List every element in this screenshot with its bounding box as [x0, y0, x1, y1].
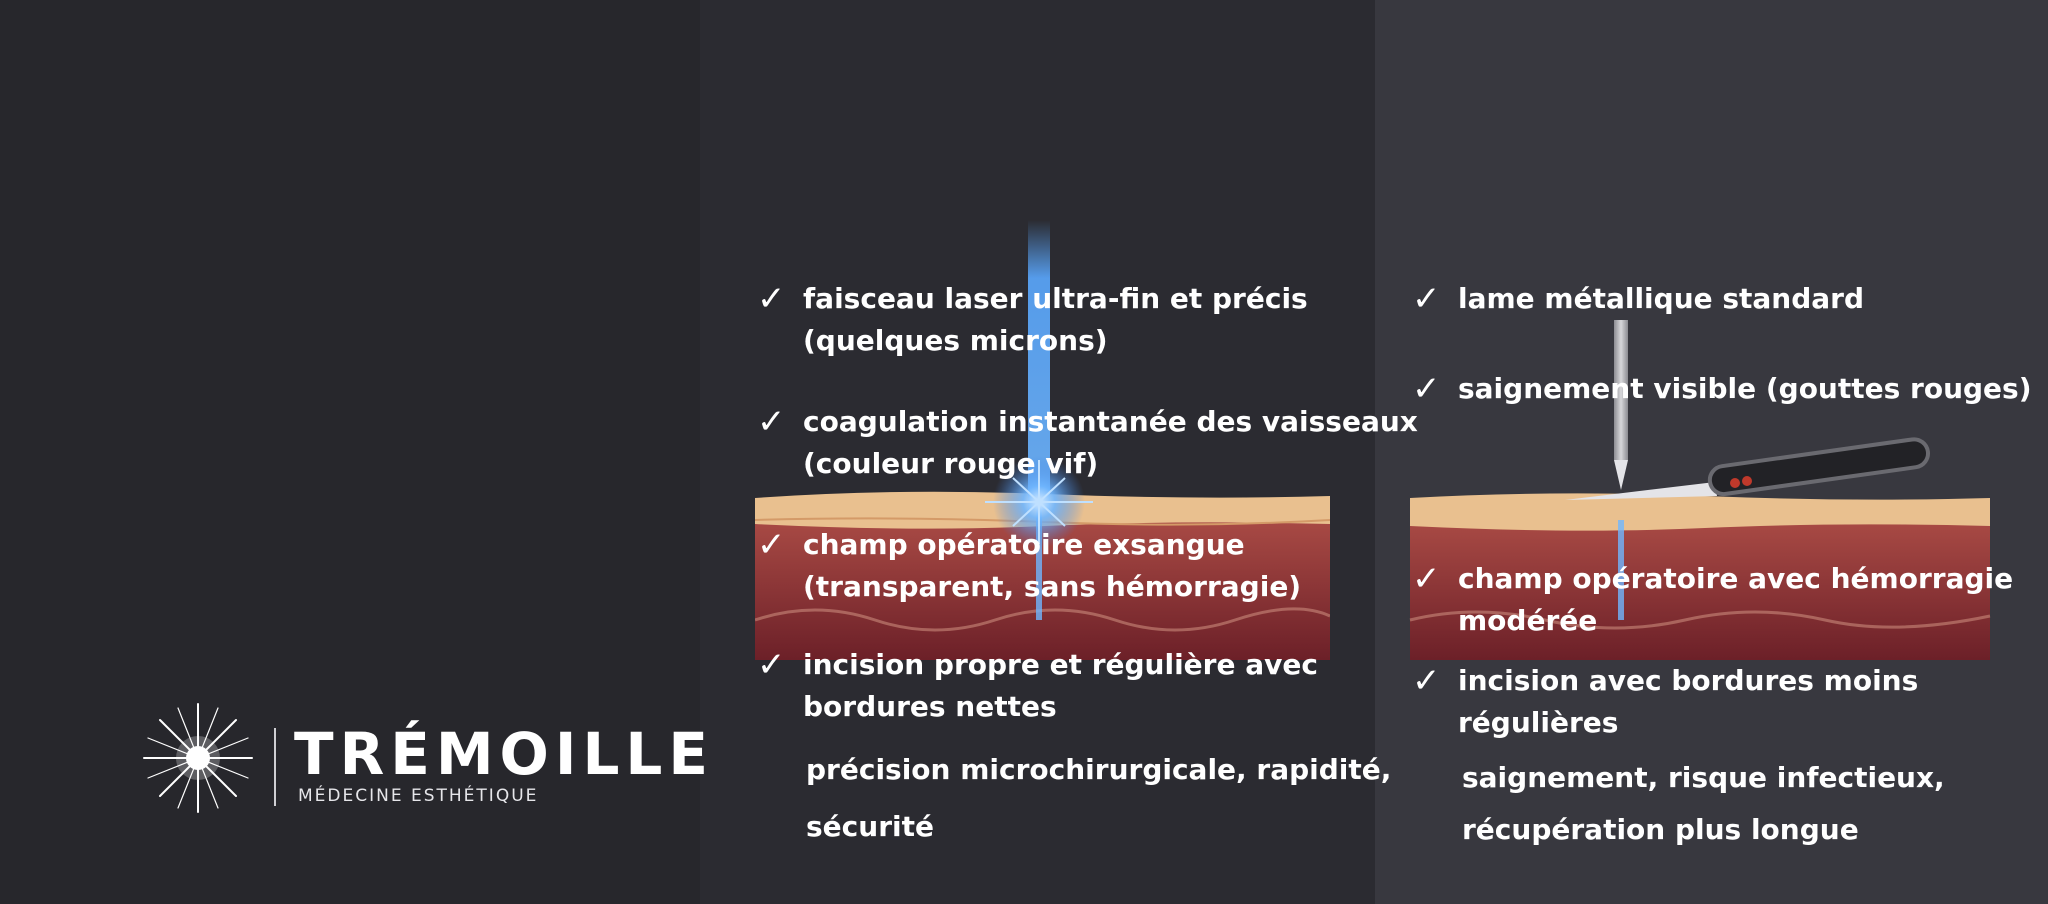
- scalpel-summary-line-2: récupération plus longue: [1462, 813, 1859, 846]
- check-icon: ✓: [1412, 369, 1441, 409]
- scalpel-item-2: ✓ saignement visible (gouttes rouges): [1412, 369, 2032, 409]
- scalpel-item-3: ✓ champ opératoire avec hémorragie modérée: [1412, 559, 2014, 637]
- laser-item-4: ✓ incision propre et régulière avec bordures nettes: [757, 645, 1318, 723]
- check-icon: ✓: [1412, 279, 1441, 319]
- scalpel-summary-line-1: saignement, risque infectieux,: [1462, 761, 1945, 794]
- starburst-icon: [140, 700, 256, 816]
- check-icon: ✓: [757, 525, 786, 565]
- brand-name: TRÉMOILLE: [294, 720, 714, 788]
- laser-summary-line-2: sécurité: [806, 810, 934, 843]
- scalpel-item-1: ✓ lame métallique standard: [1412, 279, 1865, 319]
- check-icon: ✓: [1412, 661, 1441, 701]
- laser-summary-line-1: précision microchirurgicale, rapidité,: [806, 753, 1392, 786]
- check-icon: ✓: [757, 645, 786, 685]
- brand-subtitle: MÉDECINE ESTHÉTIQUE: [298, 786, 539, 806]
- scalpel-item-4: ✓ incision avec bordures moins régulières: [1412, 661, 1919, 739]
- check-icon: ✓: [1412, 559, 1441, 599]
- check-icon: ✓: [757, 402, 786, 442]
- laser-item-3: ✓ champ opératoire exsangue (transparent, sans hémorragie): [757, 525, 1302, 603]
- check-icon: ✓: [757, 279, 786, 319]
- brand-logo: [140, 700, 740, 820]
- laser-item-1: ✓ faisceau laser ultra-fin et précis (quelques microns): [757, 279, 1308, 357]
- laser-item-2: ✓ coagulation instantanée des vaisseaux (couleur rouge vif): [757, 402, 1418, 480]
- logo-divider: [274, 728, 276, 806]
